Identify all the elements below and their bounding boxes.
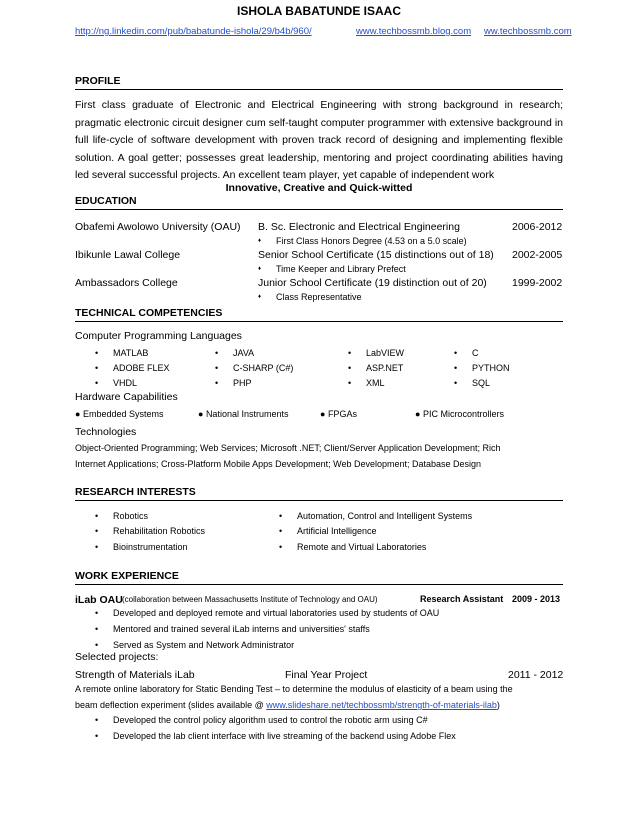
education-years: 2002-2005: [512, 249, 563, 261]
research-item: • Robotics: [113, 511, 148, 521]
education-years: 2006-2012: [512, 221, 563, 233]
profile-heading: PROFILE: [75, 75, 563, 90]
research-item: • Artificial Intelligence: [297, 526, 377, 536]
blog-link[interactable]: www.techbossmb.blog.com: [356, 26, 472, 37]
language-item: • XML: [366, 378, 385, 388]
hardware-item: ● FPGAs: [320, 409, 357, 419]
programming-heading: Computer Programming Languages: [75, 330, 242, 342]
technologies-heading: Technologies: [75, 426, 137, 438]
research-item: • Rehabilitation Robotics: [113, 526, 205, 536]
work-bullet: • Developed and deployed remote and virtual laboratories used by students of OAU: [113, 608, 439, 618]
work-org-note: (collaboration between Massachusetts Institute of Technology and OAU): [122, 595, 378, 604]
work-bullet: • Mentored and trained several iLab interns and universities' staffs: [113, 624, 370, 634]
education-heading: EDUCATION: [75, 195, 563, 210]
work-org: iLab OAU: [75, 594, 123, 606]
hardware-item: ● Embedded Systems: [75, 409, 164, 419]
project-description: beam deflection experiment (slides available @ www.slideshare.net/techbossmb/strength-of-materials-ilab): [75, 700, 500, 710]
language-item: • VHDL: [113, 378, 137, 388]
education-school: Obafemi Awolowo University (OAU): [75, 221, 241, 233]
language-item: • MATLAB: [113, 348, 148, 358]
work-role: Research Assistant: [420, 594, 504, 604]
research-heading: RESEARCH INTERESTS: [75, 486, 563, 501]
project-description: A remote online laboratory for Static Bending Test – to determine the modulus of elasticity of a beam using the: [75, 684, 513, 694]
education-years: 1999-2002: [512, 277, 563, 289]
resume-name: ISHOLA BABATUNDE ISAAC: [237, 4, 401, 18]
project-type: Final Year Project: [285, 669, 368, 681]
language-item: • LabVIEW: [366, 348, 404, 358]
education-degree: B. Sc. Electronic and Electrical Engineering: [258, 221, 460, 233]
language-item: • JAVA: [233, 348, 254, 358]
project-years: 2011 - 2012: [508, 669, 564, 681]
education-note: ♦ Class Representative: [276, 292, 362, 302]
language-item: • PHP: [233, 378, 252, 388]
profile-text: First class graduate of Electronic and Electrical Engineering with strong background in research; pragmatic electronic circuit designer cum self-taught computer programmer with extensive background in full life-cycle of software development with proven track record of designing and implementing flexible solution. A goal getter; possesses great leadership, mentoring and project coordinating abilities having led several successful projects. An excellent team player, yet capable of independent work: [75, 99, 563, 181]
work-heading: WORK EXPERIENCE: [75, 570, 563, 585]
language-item: • ASP.NET: [366, 363, 403, 373]
language-item: • PYTHON: [472, 363, 510, 373]
work-bullet: • Served as System and Network Administrator: [113, 640, 294, 650]
hardware-item: ● PIC Microcontrollers: [415, 409, 504, 419]
project-bullet: • Developed the lab client interface with live streaming of the backend using Adobe Flex: [113, 731, 456, 741]
project-title: Strength of Materials iLab: [75, 669, 195, 681]
research-item: • Automation, Control and Intelligent Systems: [297, 511, 472, 521]
hardware-item: ● National Instruments: [198, 409, 289, 419]
profile-tagline: Innovative, Creative and Quick-witted: [225, 182, 413, 194]
language-item: • ADOBE FLEX: [113, 363, 170, 373]
hardware-heading: Hardware Capabilities: [75, 391, 178, 403]
technologies-text: Object-Oriented Programming; Web Services; Microsoft .NET; Client/Server Application Development; Rich: [75, 443, 501, 453]
selected-projects-heading: Selected projects:: [75, 651, 159, 663]
education-school: Ibikunle Lawal College: [75, 249, 181, 261]
slideshare-link[interactable]: www.slideshare.net/techbossmb/strength-of-materials-ilab: [266, 700, 497, 710]
technologies-text: Internet Applications; Cross-Platform Mobile Apps Development; Web Development; Database Design: [75, 459, 482, 469]
education-degree: Junior School Certificate (19 distinction out of 20): [258, 277, 487, 289]
research-item: • Remote and Virtual Laboratories: [297, 542, 426, 552]
linkedin-link[interactable]: http://ng.linkedin.com/pub/babatunde-ishola/29/b4b/960/: [75, 26, 312, 37]
research-item: • Bioinstrumentation: [113, 542, 188, 552]
education-school: Ambassadors College: [75, 277, 178, 289]
language-item: • SQL: [472, 378, 490, 388]
education-note: ♦ Time Keeper and Library Prefect: [276, 264, 406, 274]
website-link[interactable]: ww.techbossmb.com: [484, 26, 572, 37]
language-item: • C-SHARP (C#): [233, 363, 293, 373]
work-years: 2009 - 2013: [512, 594, 561, 604]
technical-heading: TECHNICAL COMPETENCIES: [75, 307, 563, 322]
education-note: ♦ First Class Honors Degree (4.53 on a 5.0 scale): [276, 236, 467, 246]
language-item: • C: [472, 348, 479, 358]
project-bullet: • Developed the control policy algorithm used to control the robotic arm using C#: [113, 715, 428, 725]
education-degree: Senior School Certificate (15 distinctions out of 18): [258, 249, 494, 261]
